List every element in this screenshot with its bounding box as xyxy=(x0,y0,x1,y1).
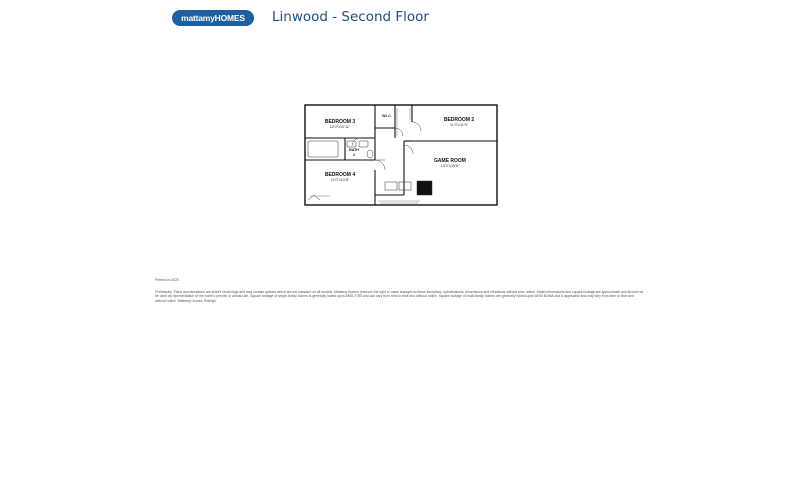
sink-1 xyxy=(347,141,356,147)
room-dimensions: 12'0"x10'11" xyxy=(329,125,351,129)
room-dimensions: 11'0"x11'9" xyxy=(449,123,469,127)
laundry-dryer xyxy=(399,182,411,190)
bath-label: BATH xyxy=(349,148,359,152)
sink-2 xyxy=(359,141,368,147)
door-wic xyxy=(395,128,403,136)
room-name: GAME ROOM xyxy=(434,158,466,164)
laundry-washer xyxy=(385,182,397,190)
mattamy-homes-logo: mattamyHOMES xyxy=(172,10,254,26)
room-dimensions: 11'0"x10'8" xyxy=(330,178,350,182)
floor-plan xyxy=(300,100,502,210)
door-bed4 xyxy=(375,160,385,170)
disclaimer-text: Preliminary. Plans and elevations are artist's renderings and may contain options which are not standard on all models. Mattamy Homes reserves the right to make changes to these floorplans, specifications, dimensions and elevations without prior notice. Stated dimensions and square footage are approximate and should not be used as representation of the home's precise or actual size. Square footage of single-family homes is generally based upon ANSI Z765 and can vary from time to time and without notice. Square footage of multi-family homes are generally based upon ANSI BOMA and is applicable and may vary from time to time and without notice. Mattamy Homes, Raleigh. xyxy=(155,289,644,303)
room-name: BEDROOM 3 xyxy=(324,119,356,125)
page-title: Linwood - Second Floor xyxy=(272,9,429,25)
door-bed2 xyxy=(412,122,421,131)
bath-number: 2 xyxy=(353,153,355,157)
room-name: BEDROOM 4 xyxy=(324,172,356,178)
printed-date: Printed on 2025 xyxy=(155,278,179,282)
disclaimer-notes xyxy=(155,278,645,310)
toilet xyxy=(367,150,373,158)
room-name: BEDROOM 2 xyxy=(443,117,475,123)
bifold-door xyxy=(308,195,320,200)
room-dimensions: 13'3"x19'8" xyxy=(440,164,460,168)
bathtub xyxy=(308,141,338,157)
door-game xyxy=(404,145,413,154)
stair-opening xyxy=(417,181,432,195)
wic-label: W.I.C. xyxy=(382,114,392,118)
